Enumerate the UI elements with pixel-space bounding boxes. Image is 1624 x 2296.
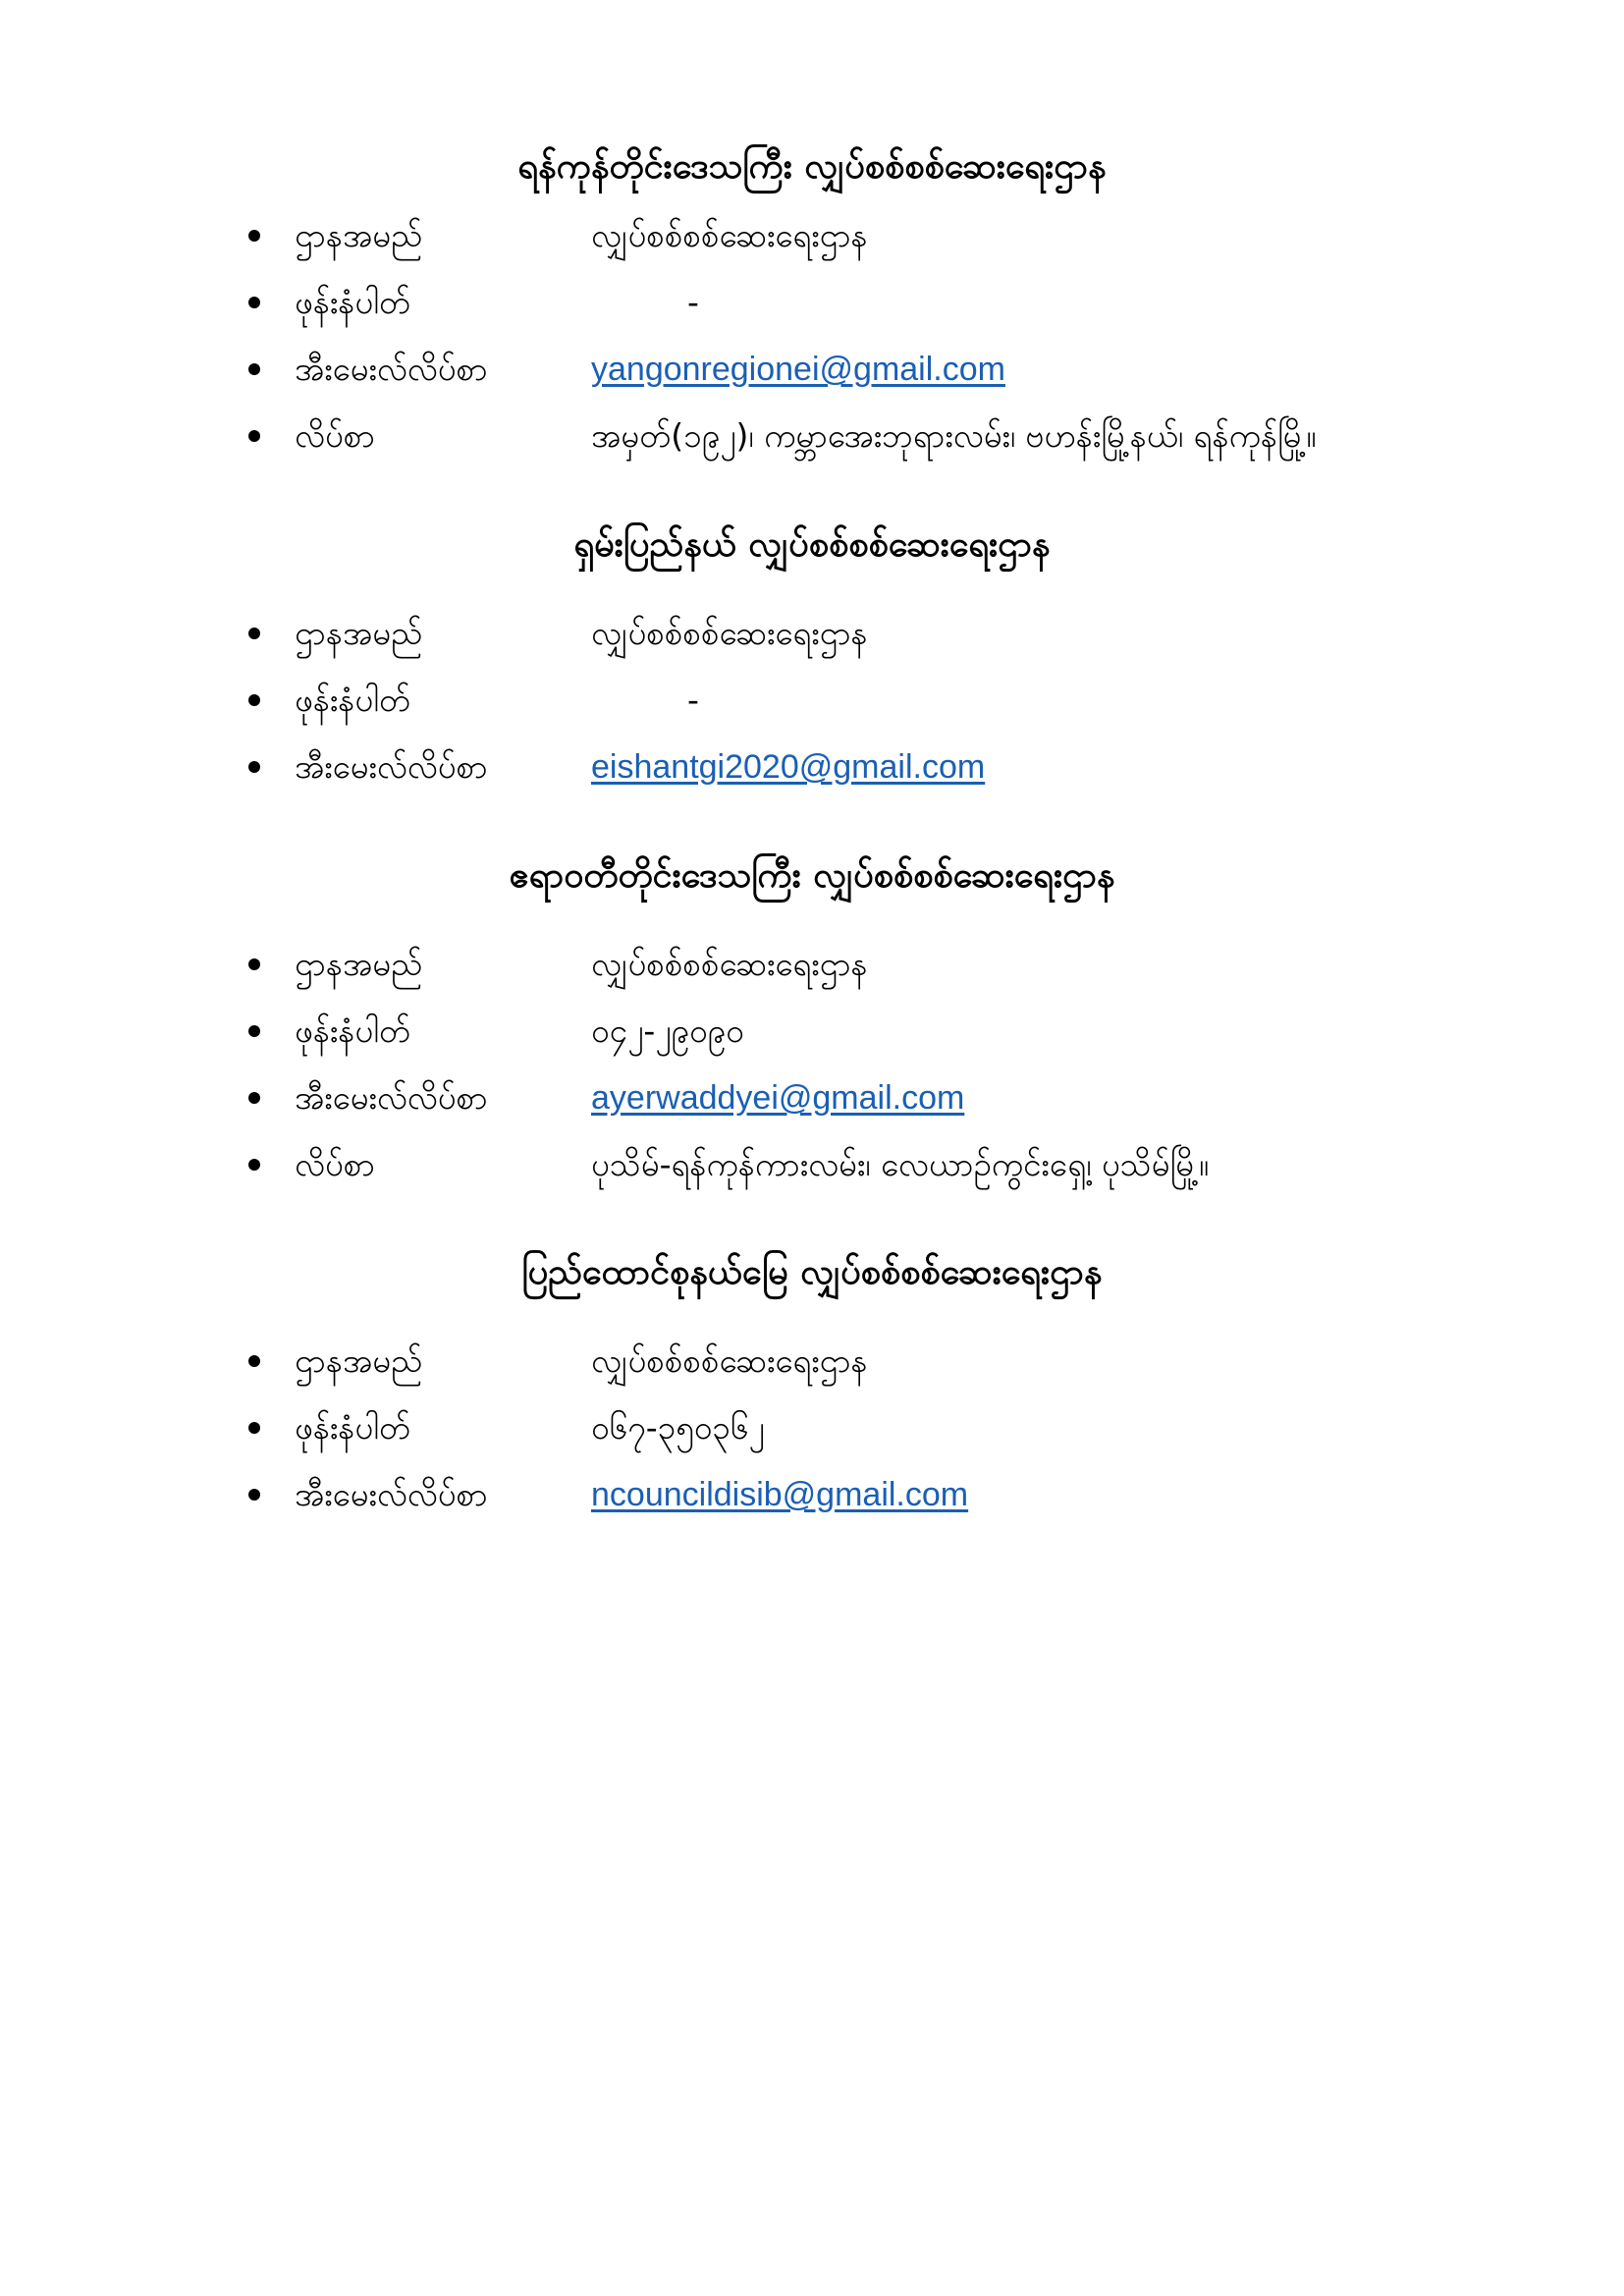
bullet-icon: [248, 1092, 260, 1104]
office-name-value: လျှပ်စစ်စစ်ဆေးရေးဌာန: [591, 216, 868, 254]
bullet-icon: [248, 1025, 260, 1037]
address-label: လိပ်စာ: [295, 1145, 375, 1183]
bullet-icon: [248, 761, 260, 773]
list-item-address: [0, 405, 1624, 464]
email-label: အီးမေးလ်လိပ်စာ: [295, 350, 488, 388]
list-item-email: [0, 736, 1624, 794]
section-title: ဧရာဝတီတိုင်းဒေသကြီး လျှပ်စစ်စစ်ဆေးရေးဌာန: [509, 855, 1115, 896]
list-item-address: [0, 1133, 1624, 1192]
office-name-label: ဌာနအမည်: [295, 1341, 423, 1380]
email-label: အီးမေးလ်လိပ်စာ: [295, 1078, 488, 1117]
section-title: ပြည်ထောင်စုနယ်မြေ လျှပ်စစ်စစ်ဆေးရေးဌာန: [521, 1252, 1103, 1292]
phone-label: ဖုန်းနံပါတ်: [295, 681, 411, 719]
address-label: လိပ်စာ: [295, 416, 375, 455]
email-label: အီးမေးလ်လိပ်စာ: [295, 747, 488, 786]
list-item-phone: [0, 1396, 1624, 1455]
list-item-phone: [0, 1000, 1624, 1059]
list-item-phone: [0, 271, 1624, 330]
phone-label: ဖုန်းနံပါတ်: [295, 283, 411, 321]
section-title: ရှမ်းပြည်နယ် လျှပ်စစ်စစ်ဆေးရေးဌာန: [573, 524, 1051, 565]
list-item-office-name: [0, 933, 1624, 992]
list-item-email: [0, 1463, 1624, 1522]
address-value: ပုသိမ်-ရန်ကုန်ကားလမ်း၊ လေယာဉ်ကွင်းရှေ့၊ ပုသိမ်မြို့။: [591, 1145, 1210, 1183]
bullet-icon: [248, 1422, 260, 1434]
list-item-office-name: [0, 204, 1624, 263]
email-link[interactable]: eishantgi2020@gmail.com: [591, 748, 986, 786]
list-item-office-name: [0, 1330, 1624, 1389]
office-name-value: လျှပ်စစ်စစ်ဆေးရေးဌာန: [591, 1341, 868, 1380]
bullet-icon: [248, 694, 260, 706]
bullet-icon: [248, 1355, 260, 1367]
email-link[interactable]: ayerwaddyei@gmail.com: [591, 1079, 965, 1117]
list-item-office-name: [0, 602, 1624, 661]
office-name-label: ဌာနအမည်: [295, 216, 423, 254]
phone-value: -: [687, 681, 699, 719]
phone-value: ၀၆၇-၃၅၀၃၆၂: [591, 1408, 765, 1447]
list-item-phone: [0, 669, 1624, 728]
list-item-email: [0, 338, 1624, 397]
email-link[interactable]: yangonregionei@gmail.com: [591, 351, 1005, 388]
email-label: အီးမေးလ်လိပ်စာ: [295, 1475, 488, 1513]
bullet-icon: [248, 230, 260, 242]
phone-label: ဖုန်းနံပါတ်: [295, 1011, 411, 1050]
phone-label: ဖုန်းနံပါတ်: [295, 1408, 411, 1447]
list-item-email: [0, 1066, 1624, 1125]
office-name-value: လျှပ်စစ်စစ်ဆေးရေးဌာန: [591, 945, 868, 983]
office-name-label: ဌာနအမည်: [295, 945, 423, 983]
bullet-icon: [248, 430, 260, 442]
bullet-icon: [248, 1159, 260, 1171]
address-value: အမှတ်(၁၉၂)၊ ကမ္ဘာအေးဘုရားလမ်း၊ ဗဟန်းမြို့နယ်၊ ရန်ကုန်မြို့။: [591, 416, 1317, 455]
bullet-icon: [248, 1489, 260, 1501]
section-title: ရန်ကုန်တိုင်းဒေသကြီး လျှပ်စစ်စစ်ဆေးရေးဌာန: [517, 146, 1107, 187]
bullet-icon: [248, 628, 260, 639]
phone-value: -: [687, 283, 699, 321]
bullet-icon: [248, 958, 260, 970]
email-link[interactable]: ncouncildisib@gmail.com: [591, 1476, 969, 1513]
bullet-icon: [248, 363, 260, 375]
office-name-label: ဌာနအမည်: [295, 614, 423, 652]
bullet-icon: [248, 297, 260, 308]
office-name-value: လျှပ်စစ်စစ်ဆေးရေးဌာန: [591, 614, 868, 652]
phone-value: ၀၄၂-၂၉၀၉၀: [591, 1011, 744, 1050]
